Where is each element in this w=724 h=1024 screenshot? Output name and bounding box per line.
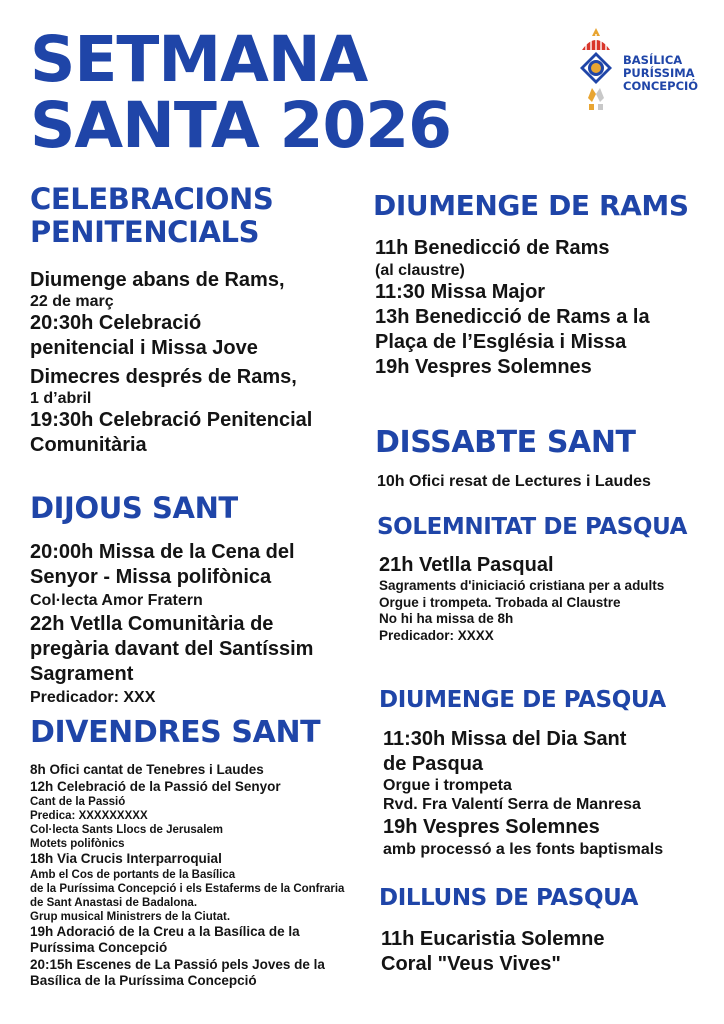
section-heading-rams: DIUMENGE DE RAMS — [373, 189, 689, 222]
event-line: Senyor - Missa polifònica — [30, 566, 272, 588]
event-line: 19h Vespres Solemnes — [375, 356, 592, 378]
section-heading-dijous: DIJOUS SANT — [30, 491, 238, 525]
event-line: 21h Vetlla Pasqual — [379, 554, 554, 576]
event-detail: Predica: XXXXXXXXX — [30, 810, 148, 822]
logo-line-2: PURÍSSIMA — [623, 66, 695, 80]
event-date: 1 d’abril — [30, 390, 92, 407]
event-line: 19h Vespres Solemnes — [383, 816, 600, 838]
event-detail: Motets polifònics — [30, 838, 125, 850]
event-detail: Cant de la Passió — [30, 796, 126, 808]
event-line: pregària davant del Santíssim — [30, 638, 314, 660]
heading-line: PENITENCIALS — [30, 214, 260, 249]
event-detail: de la Puríssima Concepció i els Estaferms de la Confraria — [30, 882, 345, 895]
pasqua-list — [379, 553, 664, 644]
event-line: Coral "Veus Vives" — [381, 953, 561, 975]
event-line: Comunitària — [30, 434, 147, 456]
event-detail: Predicador: XXXX — [379, 627, 494, 643]
rams-list — [375, 236, 650, 380]
section-heading-penitencials — [30, 183, 273, 249]
basilica-emblem-icon — [572, 26, 620, 118]
poster-title — [30, 23, 451, 162]
dijous-list — [30, 540, 313, 709]
event-detail: Predicador: XXX — [30, 689, 156, 706]
event-line: de Pasqua — [383, 753, 484, 775]
event-line: Dimecres després de Rams, — [30, 366, 297, 388]
event-line: 12h Celebració de la Passió del Senyor — [30, 778, 281, 794]
event-line: 11:30h Missa del Dia Sant — [383, 728, 627, 750]
logo-text — [623, 54, 698, 93]
event-date: 22 de març — [30, 293, 114, 310]
section-heading-dissabte: DISSABTE SANT — [375, 425, 636, 460]
dilluns-list — [381, 927, 604, 977]
logo-line-1: BASÍLICA — [623, 53, 683, 67]
event-detail: No hi ha missa de 8h — [379, 611, 514, 626]
event-detail: Col·lecta Sants Llocs de Jerusalem — [30, 824, 224, 836]
event-line: 8h Ofici cantat de Tenebres i Laudes — [30, 762, 264, 777]
event-detail: Grup musical Ministrers de la Ciutat. — [30, 910, 231, 923]
section-heading-divendres: DIVENDRES SANT — [30, 715, 321, 750]
event-line: 18h Via Crucis Interparroquial — [30, 851, 222, 866]
event-line: Plaça de l’Església i Missa — [375, 331, 627, 353]
event-line: Diumenge abans de Rams, — [30, 269, 285, 291]
title-line-1: SETMANA — [30, 23, 368, 96]
event-detail: Sagraments d'iniciació cristiana per a adults — [379, 578, 665, 593]
event-line: Puríssima Concepció — [30, 940, 168, 955]
event-detail: Amb el Cos de portants de la Basílica — [30, 868, 236, 881]
event-line: 19:30h Celebració Penitencial — [30, 409, 313, 431]
event-line: Sagrament — [30, 663, 134, 685]
section-heading-pasqua: SOLEMNITAT DE PASQUA — [377, 514, 688, 540]
event-detail: amb processó a les fonts baptismals — [383, 841, 664, 858]
heading-line: CELEBRACIONS — [30, 182, 274, 216]
event-line: 13h Benedicció de Rams a la — [375, 306, 650, 328]
event-line: 10h Ofici resat de Lectures i Laudes — [377, 473, 651, 490]
divendres-list — [30, 762, 344, 990]
event-line: Basílica de la Puríssima Concepció — [30, 973, 257, 988]
event-line: 19h Adoració de la Creu a la Basílica de la — [30, 923, 300, 939]
section-heading-dilluns: DILLUNS DE PASQUA — [379, 885, 639, 911]
event-detail: (al claustre) — [375, 262, 465, 279]
event-line: 20:15h Escenes de La Passió pels Joves de la — [30, 956, 325, 972]
event-detail: Col·lecta Amor Fratern — [30, 592, 203, 609]
title-line-2: SANTA 2026 — [30, 89, 451, 162]
event-line: 11h Benedicció de Rams — [375, 237, 610, 259]
event-line: penitencial i Missa Jove — [30, 337, 258, 359]
section-heading-diumenge-pasqua: DIUMENGE DE PASQUA — [379, 687, 666, 713]
logo-line-3: CONCEPCIÓ — [623, 79, 699, 93]
event-line: 11:30 Missa Major — [375, 281, 546, 303]
event-detail: de Sant Anastasi de Badalona. — [30, 896, 198, 909]
event-line: 20:00h Missa de la Cena del — [30, 541, 295, 563]
event-detail: Rvd. Fra Valentí Serra de Manresa — [383, 796, 641, 813]
event-detail: Orgue i trompeta. Trobada al Claustre — [379, 594, 621, 610]
event-line: 20:30h Celebració — [30, 312, 202, 334]
event-line: 11h Eucaristia Solemne — [381, 928, 605, 950]
penitencials-list — [30, 268, 312, 458]
diumenge-pasqua-list — [383, 727, 663, 860]
event-detail: Orgue i trompeta — [383, 777, 512, 794]
dissabte-list — [377, 472, 651, 492]
event-line: 22h Vetlla Comunitària de — [30, 613, 274, 635]
